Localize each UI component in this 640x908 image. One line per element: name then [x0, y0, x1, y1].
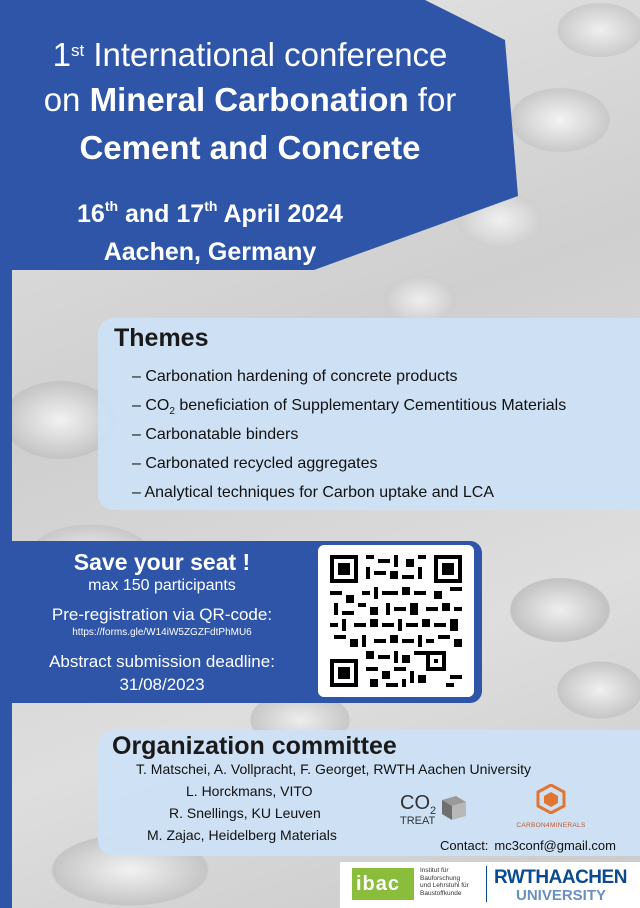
title-line-3: Cement and Concrete [79, 129, 421, 166]
event-location: Aachen, Germany [103, 238, 317, 266]
capacity-text: max 150 participants [88, 577, 236, 594]
committee-member: T. Matschei, A. Vollpracht, F. Georget, RWTH Aachen University [136, 761, 532, 777]
ibac-institute-text: Institut für Bauforschung und Lehrstuhl für Baustoffkunde [420, 867, 469, 897]
theme-item: – Carbonated recycled aggregates [132, 455, 378, 472]
event-dates: 16th and 17th April 2024 [77, 198, 343, 228]
save-seat-heading: Save your seat ! [73, 549, 251, 575]
theme-item: – Analytical techniques for Carbon uptake and LCA [132, 484, 495, 501]
deadline-date: 31/08/2023 [119, 675, 205, 694]
contact-email-link[interactable]: mc3conf@gmail.com [494, 838, 616, 853]
registration-url[interactable]: https://forms.gle/W14iW5ZGZFdtPhMU6 [72, 627, 252, 638]
co2treat-logo [398, 790, 470, 830]
committee-member: R. Snellings, KU Leuven [169, 805, 321, 821]
themes-list [132, 362, 566, 507]
carbon4minerals-cube-icon [536, 784, 566, 814]
deadline-label: Abstract submission deadline: [49, 652, 275, 671]
title-line-1: 1st International conference [52, 36, 448, 73]
theme-item: – $CO_2$ beneficiation of Supplementary Cementitious Materials [132, 397, 567, 418]
theme-item: – Carbonatable binders [132, 426, 299, 443]
title-line-2: on Mineral Carbonation for [43, 81, 457, 118]
committee-member: L. Horckmans, VITO [186, 783, 313, 799]
footer-divider [486, 866, 487, 902]
committee-heading: Organization committee [112, 732, 397, 760]
co2treat-treat-text: TREAT [400, 815, 436, 827]
co2treat-co-text: $CO_2$ [400, 792, 437, 817]
registration-qr-code[interactable] [318, 545, 474, 697]
qr-code-icon [330, 555, 462, 687]
prereg-text: Pre-registration via QR-code: [51, 605, 273, 624]
rwth-logo: RWTHAACHEN UNIVERSITY [494, 867, 627, 904]
contact-label: Contact: [440, 838, 489, 853]
carbon4minerals-logo [508, 784, 594, 832]
carbon4minerals-text: CARBON4MINERALS [516, 822, 586, 829]
contact-line [440, 838, 616, 853]
themes-heading: Themes [114, 324, 209, 352]
theme-item: – Carbonation hardening of concrete products [132, 368, 458, 385]
committee-member: M. Zajac, Heidelberg Materials [147, 827, 337, 843]
themes-panel [98, 318, 640, 510]
ibac-logo [352, 868, 414, 900]
ibac-mark: ibac [356, 873, 401, 895]
